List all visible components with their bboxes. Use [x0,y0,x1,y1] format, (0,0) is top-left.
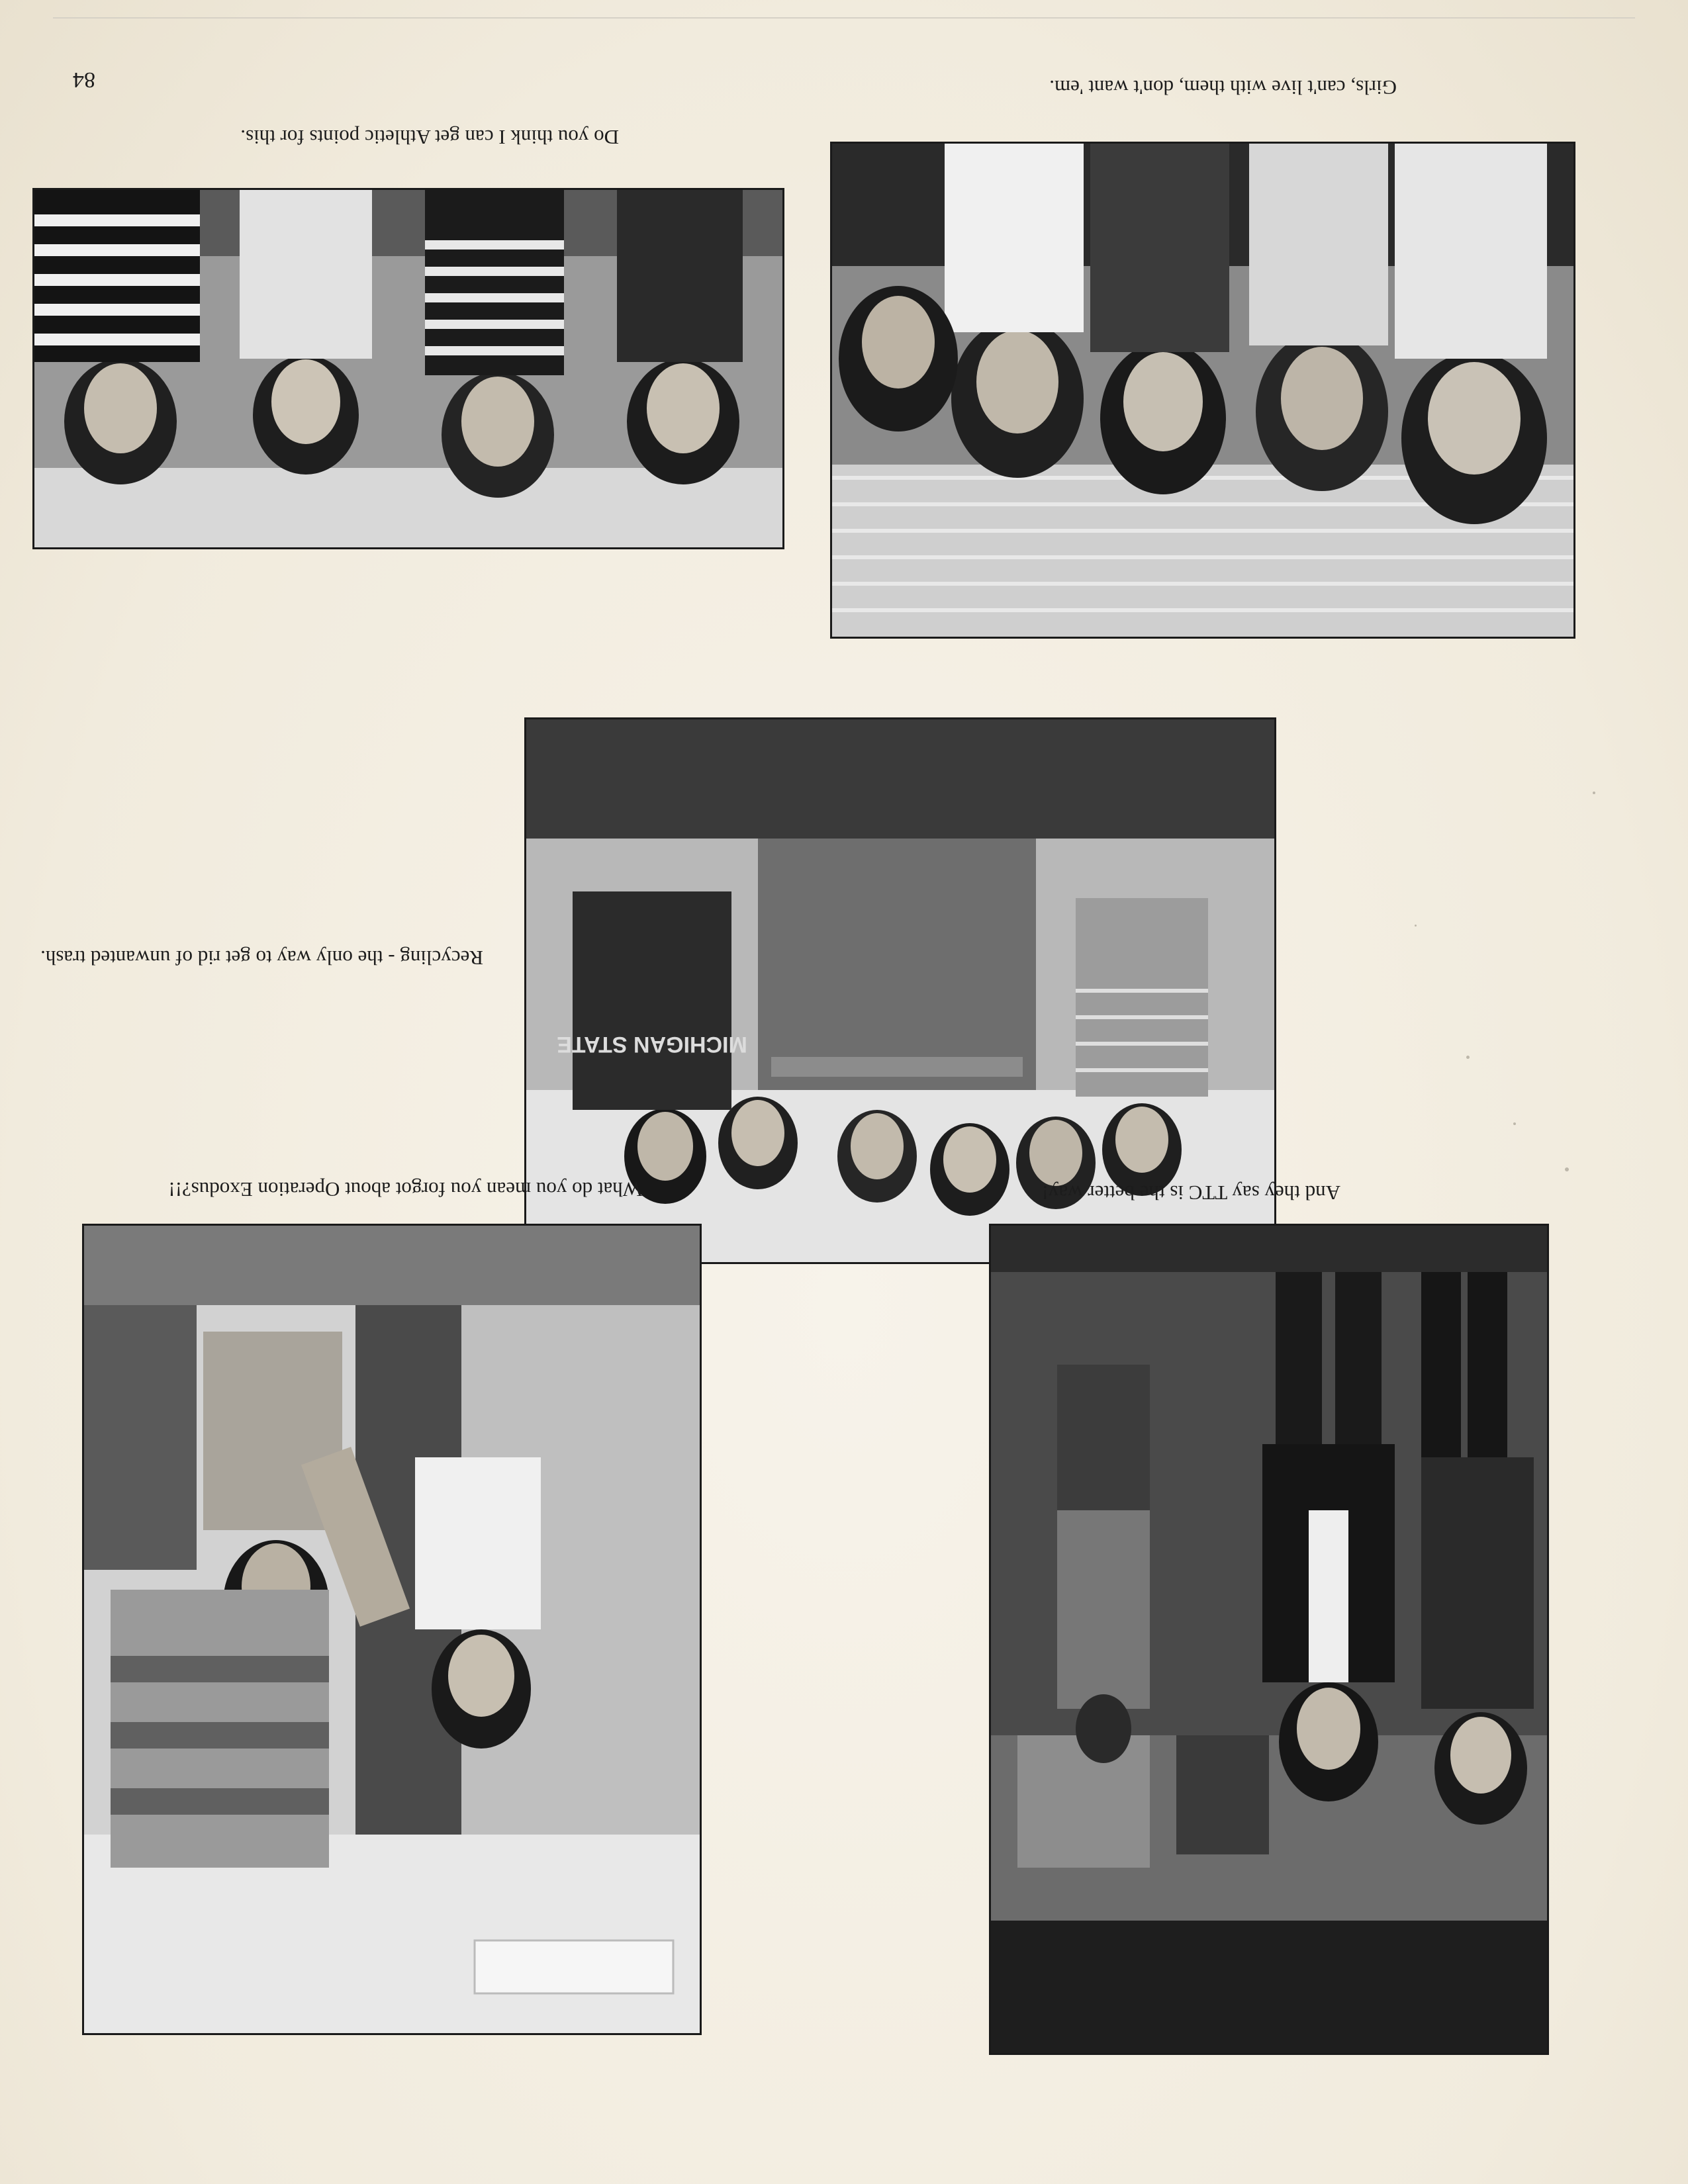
scan-speck [1593,792,1595,794]
photo-athletic-points [32,188,784,549]
photo-ttc-image [991,1226,1547,2053]
photo-girls-group [830,142,1575,639]
caption-ttc: And they say TTC is the better way! [1041,1181,1340,1205]
photo-athletic-image [34,190,782,547]
bottom-rule [53,17,1635,19]
caption-girls: Girls, can't live with them, don't want 'em. [1049,76,1397,99]
photo-exodus-image [84,1226,700,2033]
photo-girls-image [832,144,1573,637]
photo-ttc [989,1224,1549,2055]
photo-operation-exodus [82,1224,702,2035]
scan-speck [1565,1167,1569,1171]
scan-speck [1466,1056,1470,1059]
page-number: 84 [73,68,95,92]
caption-recycling: Recycling - the only way to get rid of unwanted trash. [40,946,483,970]
shirt-lettering: MICHIGAN STATE [557,1032,747,1057]
caption-exodus: What do you mean you forgot about Operation Exodus?!! [168,1178,642,1201]
scan-speck [1415,925,1417,927]
caption-athletic: Do you think I can get Athletic points for this. [240,126,619,149]
scan-speck [1513,1122,1516,1125]
